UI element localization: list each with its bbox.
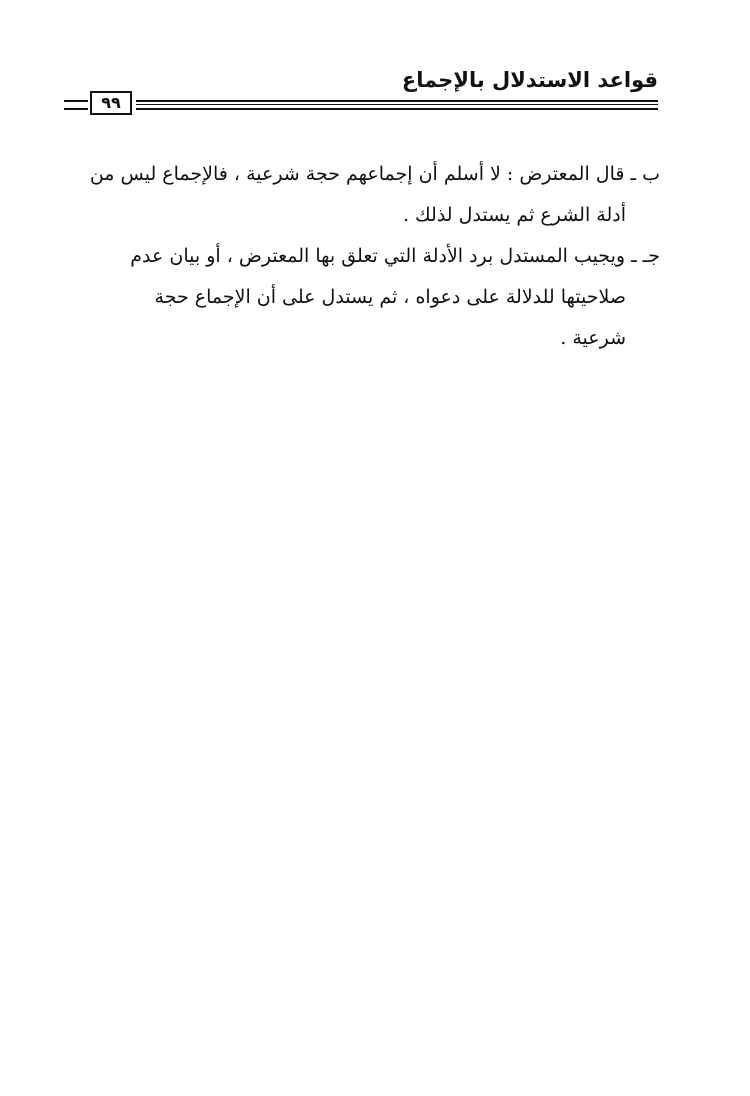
paragraph-j [66, 236, 660, 359]
page-number: ٩٩ [90, 91, 132, 115]
page-body [66, 154, 660, 359]
header-rule [136, 108, 658, 110]
page-header [64, 66, 658, 116]
header-rule [136, 104, 658, 105]
header-rule [64, 100, 88, 102]
text-line: جـ ـ ويجيب المستدل برد الأدلة التي تعلق بها المعترض ، أو بيان عدم [130, 245, 660, 267]
header-rule [136, 100, 658, 102]
running-title: قواعد الاستدلال بالإجماع [401, 68, 658, 92]
paragraph-b [66, 154, 660, 236]
text-line: أدلة الشرع ثم يستدل لذلك . [402, 204, 626, 226]
text-line: صلاحيتها للدلالة على دعواه ، ثم يستدل على أن الإجماع حجة [154, 286, 626, 308]
text-line: ب ـ قال المعترض : لا أسلم أن إجماعهم حجة شرعية ، فالإجماع ليس من [89, 163, 660, 185]
header-rule [64, 108, 88, 110]
text-line: شرعية . [560, 327, 626, 349]
